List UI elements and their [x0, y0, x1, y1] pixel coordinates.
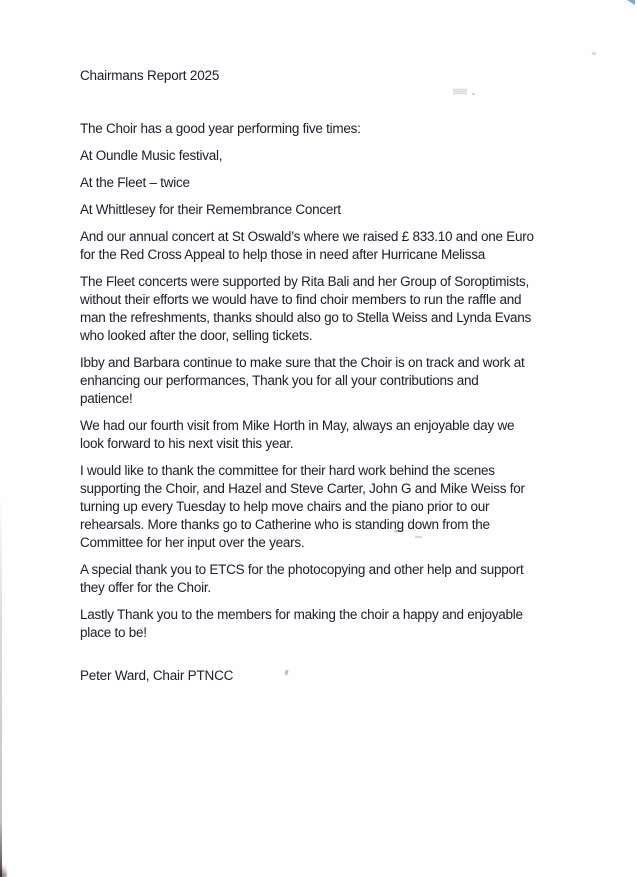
- text-line: And our annual concert at St Oswald’s where we raised £ 833.10 and one Euro: [80, 229, 534, 244]
- text-line: look forward to his next visit this year.: [80, 436, 294, 451]
- text-line: rehearsals. More thanks go to Catherine who is standing down from the: [80, 517, 490, 532]
- document-content: [80, 67, 587, 685]
- text-line: Lastly Thank you to the members for making the choir a happy and enjoyable: [80, 607, 523, 622]
- text-line: The Choir has a good year performing five times:: [80, 121, 361, 136]
- paragraph: [80, 201, 587, 219]
- paragraph: [80, 120, 587, 138]
- text-line: place to be!: [80, 625, 147, 640]
- text-line: for the Red Cross Appeal to help those in need after Hurricane Melissa: [80, 247, 485, 262]
- text-line: At Oundle Music festival,: [80, 148, 223, 163]
- text-line: A special thank you to ETCS for the photocopying and other help and support: [80, 562, 524, 577]
- paragraph: [80, 273, 587, 345]
- document-title: Chairmans Report 2025: [80, 68, 220, 83]
- scan-smudge: [592, 52, 596, 55]
- text-line: who looked after the door, selling tickets.: [80, 328, 313, 343]
- text-line: Ibby and Barbara continue to make sure that the Choir is on track and work at: [80, 355, 525, 370]
- text-line: without their efforts we would have to find choir members to run the raffle and: [80, 292, 522, 307]
- text-line: At Whittlesey for their Remembrance Concert: [80, 202, 341, 217]
- scan-edge-line: [0, 500, 2, 877]
- paragraph: [80, 462, 587, 552]
- signature-line: Peter Ward, Chair PTNCC: [80, 668, 234, 683]
- scan-corner-speck: [627, 0, 635, 5]
- document-body: [80, 120, 587, 642]
- text-line: supporting the Choir, and Hazel and Steve Carter, John G and Mike Weiss for: [80, 481, 525, 496]
- text-line: Committee for her input over the years.: [80, 535, 305, 550]
- paragraph: [80, 606, 587, 642]
- text-line: enhancing our performances, Thank you for all your contributions and: [80, 373, 479, 388]
- paragraph: [80, 354, 587, 408]
- text-line: man the refreshments, thanks should also go to Stella Weiss and Lynda Evans: [80, 310, 532, 325]
- paragraph: [80, 417, 587, 453]
- paragraph: [80, 174, 587, 192]
- paragraph: [80, 147, 587, 165]
- text-line: patience!: [80, 391, 133, 406]
- text-line: The Fleet concerts were supported by Rita Bali and her Group of Soroptimists,: [80, 274, 529, 289]
- text-line: turning up every Tuesday to help move chairs and the piano prior to our: [80, 499, 490, 514]
- paragraph: [80, 561, 587, 597]
- text-line: I would like to thank the committee for their hard work behind the scenes: [80, 463, 495, 478]
- paragraph: [80, 228, 587, 264]
- text-line: We had our fourth visit from Mike Horth in May, always an enjoyable day we: [80, 418, 515, 433]
- text-line: they offer for the Choir.: [80, 580, 211, 595]
- text-line: At the Fleet – twice: [80, 175, 190, 190]
- scan-corner-shadow: [0, 865, 7, 877]
